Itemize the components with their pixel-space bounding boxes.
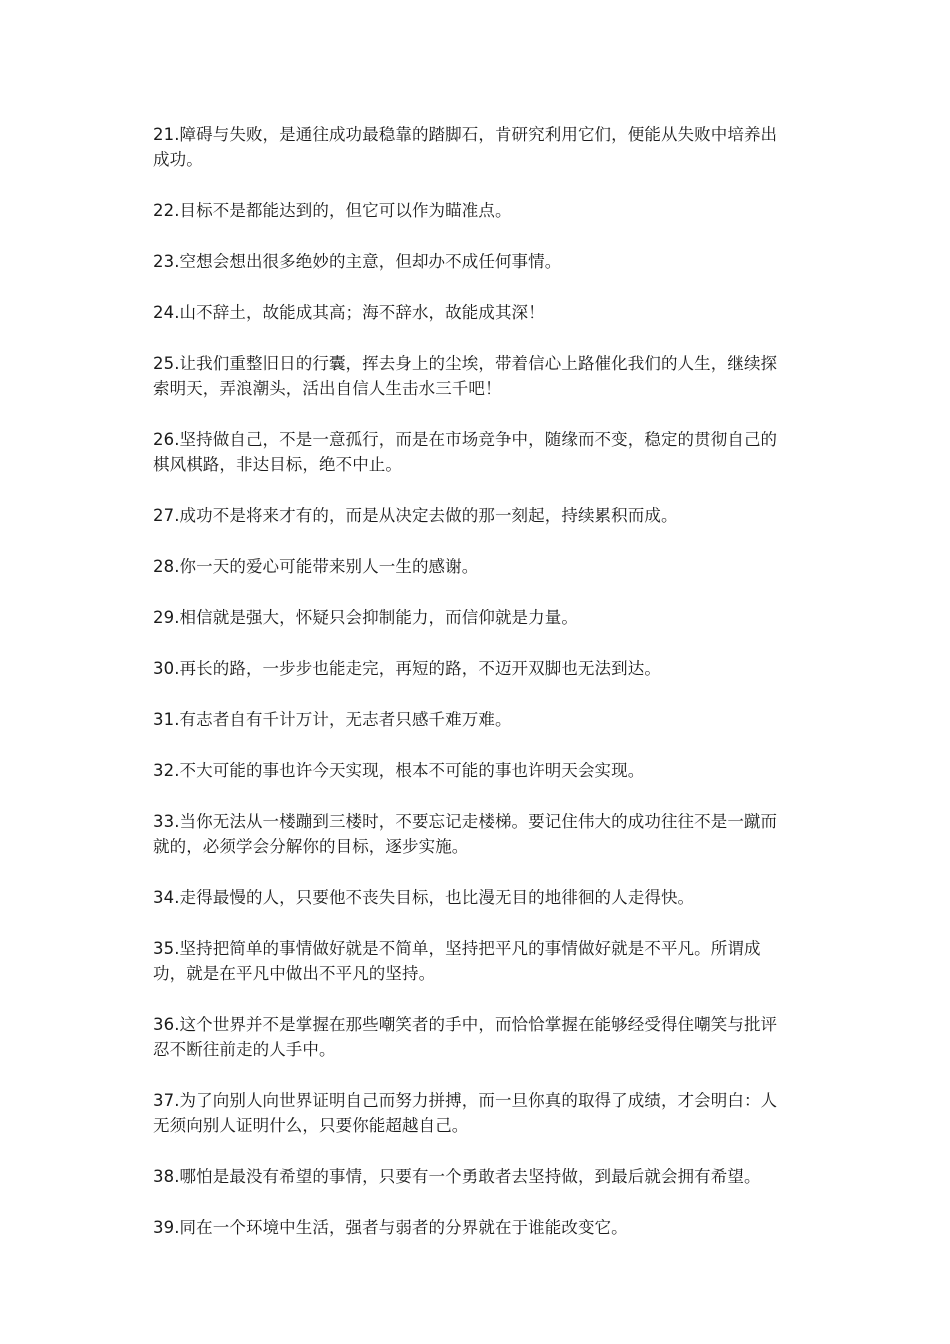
quote-paragraph-22: 22.目标不是都能达到的，但它可以作为瞄准点。 [153, 201, 512, 220]
quote-paragraph-30: 30.再长的路，一步步也能走完，再短的路，不迈开双脚也无法到达。 [153, 659, 661, 678]
quote-paragraph-37: 37.为了向别人向世界证明自己而努力拼搏，而一旦你真的取得了成绩，才会明白：人无须向别人证明什么，只要你能超越自己。 [153, 1091, 778, 1135]
quote-paragraph-36: 36.这个世界并不是掌握在那些嘲笑者的手中，而恰恰掌握在能够经受得住嘲笑与批评忍不断往前走的人手中。 [153, 1015, 778, 1059]
quote-paragraph-29: 29.相信就是强大，怀疑只会抑制能力，而信仰就是力量。 [153, 608, 578, 627]
quote-paragraph-23: 23.空想会想出很多绝妙的主意，但却办不成任何事情。 [153, 252, 562, 271]
quote-paragraph-35: 35.坚持把简单的事情做好就是不简单，坚持把平凡的事情做好就是不平凡。所谓成功，就是在平凡中做出不平凡的坚持。 [153, 939, 761, 983]
quote-paragraph-28: 28.你一天的爱心可能带来别人一生的感谢。 [153, 557, 479, 576]
quote-paragraph-32: 32.不大可能的事也许今天实现，根本不可能的事也许明天会实现。 [153, 761, 645, 780]
quote-paragraph-26: 26.坚持做自己，不是一意孤行，而是在市场竞争中，随缘而不变，稳定的贯彻自己的棋风棋路，非达目标，绝不中止。 [153, 430, 778, 474]
quote-paragraph-21: 21.障碍与失败，是通往成功最稳靠的踏脚石，肯研究利用它们，便能从失败中培养出成功。 [153, 125, 778, 169]
quote-paragraph-34: 34.走得最慢的人，只要他不丧失目标，也比漫无目的地徘徊的人走得快。 [153, 888, 695, 907]
quote-paragraph-33: 33.当你无法从一楼蹦到三楼时，不要忘记走楼梯。要记住伟大的成功往往不是一蹴而就的，必须学会分解你的目标，逐步实施。 [153, 812, 778, 856]
quote-paragraph-27: 27.成功不是将来才有的，而是从决定去做的那一刻起，持续累积而成。 [153, 506, 678, 525]
quote-paragraph-38: 38.哪怕是最没有希望的事情，只要有一个勇敢者去坚持做，到最后就会拥有希望。 [153, 1167, 761, 1186]
quote-paragraph-31: 31.有志者自有千计万计，无志者只感千难万难。 [153, 710, 512, 729]
quote-paragraph-25: 25.让我们重整旧日的行囊，挥去身上的尘埃，带着信心上路催化我们的人生，继续探索明天，弄浪潮头，活出自信人生击水三千吧！ [153, 354, 778, 398]
quote-paragraph-24: 24.山不辞土，故能成其高；海不辞水，故能成其深！ [153, 303, 545, 322]
quote-paragraph-39: 39.同在一个环境中生活，强者与弱者的分界就在于谁能改变它。 [153, 1218, 628, 1237]
document-body [153, 122, 793, 1266]
